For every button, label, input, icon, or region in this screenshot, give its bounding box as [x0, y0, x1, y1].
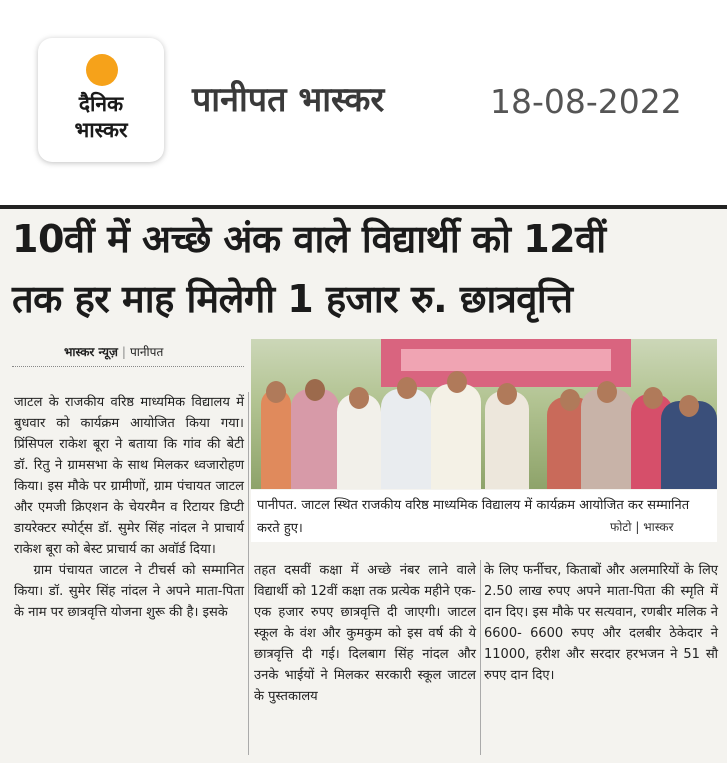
event-photo [251, 339, 717, 489]
logo-text-line1: दैनिक [78, 92, 124, 116]
column-2-text: तहत दसवीं कक्षा में अच्छे नंबर लाने वाले विद्यार्थी को 12वीं कक्षा तक प्रत्येक महीने एक-एक हजार रुपए छात्रवृत्ति दी जाएगी। जाटल स्कूल के वंश और कुमकुम को इस वर्ष की ये छात्रवृत्ति दी गई। दिलबाग सिंह नांदल और उनके भाईयों ने मिलकर सरकारी स्कूल जाटल के पुस्तकालय [254, 563, 476, 704]
logo-text-line2: भास्कर [74, 118, 128, 142]
article-column-2 [254, 560, 476, 707]
byline-separator: | [121, 345, 126, 359]
byline-divider [12, 366, 244, 367]
photo-caption: पानीपत. जाटल स्थित राजकीय वरिष्ठ माध्यमिक विद्यालय में कार्यक्रम आयोजित कर सम्मानित करते हुए। [257, 498, 690, 536]
column-divider-2 [480, 560, 481, 755]
byline-source: भास्कर न्यूज़ [64, 345, 118, 359]
clipping-top-rule [0, 205, 727, 209]
column-divider-1 [248, 392, 249, 755]
byline-place: पानीपत [129, 345, 164, 359]
photo-credit: फोटो | भास्कर [610, 520, 674, 534]
dainik-bhaskar-logo [38, 38, 164, 162]
publication-date: 18-08-2022 [490, 82, 682, 121]
column-1-paragraph-2: ग्राम पंचायत जाटल ने टीचर्स को सम्मानित किया। डॉ. सुमेर सिंह नांदल ने अपने माता-पिता के नाम पर छात्रवृत्ति योजना शुरू की है। इसके [14, 563, 244, 620]
headline-line-1: 10वीं में अच्छे अंक वाले विद्यार्थी को 12वीं [12, 217, 606, 261]
article-column-3 [484, 560, 718, 686]
byline [64, 343, 163, 360]
headline-line-2: तक हर माह मिलेगी 1 हजार रु. छात्रवृत्ति [12, 277, 573, 321]
column-1-paragraph-1: जाटल के राजकीय वरिष्ठ माध्यमिक विद्यालय में बुधवार को कार्यक्रम आयोजित किया गया। प्रिंसिपल राकेश बूरा ने बताया कि गांव की बेटी डॉ. रितु ने ग्रामसभा के साथ मिलकर ध्वजारोहण किया। इस मौके पर ग्रामीणों, ग्राम पंचायत जाटल और एमजी क्रिएशन के चेयरमैन व रिटायर डिप्टी डायरेक्टर स्पोर्ट्स डॉ. सुमेर सिंह नांदल ने प्राचार्य राकेश बूरा को बेस्ट प्राचार्य का अवॉर्ड दिया। [14, 395, 244, 557]
edition-title: पानीपत भास्कर [192, 80, 385, 120]
article-column-1 [14, 392, 244, 623]
column-3-text: के लिए फर्नीचर, किताबों और अलमारियों के लिए 2.50 लाख रुपए अपने माता-पिता की स्मृति में दान दिए। इस मौके पर सत्यवान, रणबीर मलिक ने 6600- 6600 रुपए और दलबीर ठेकेदार ने 11000, हरीश और सरदार हरभजन ने 51 सौ रुपए दान दिए। [484, 563, 718, 683]
logo-sun-icon [86, 54, 118, 86]
